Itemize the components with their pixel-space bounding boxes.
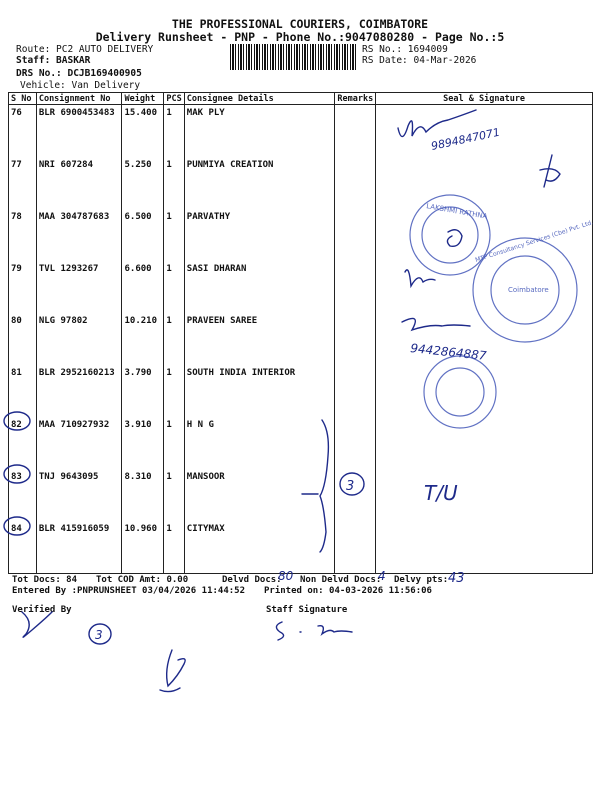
verified-mark: 3 — [95, 628, 103, 642]
cell-pcs: 1 — [164, 313, 184, 365]
circle-82 — [4, 412, 30, 430]
delvy-pts-count: 43 — [448, 571, 465, 586]
cell-weight: 6.600 — [122, 261, 164, 313]
cell-pcs: 1 — [164, 209, 184, 261]
tot-cod-amt: Tot COD Amt: 0.00 — [96, 575, 189, 585]
cell-sno: 80 — [9, 313, 37, 365]
cell-weight: 15.400 — [122, 105, 164, 158]
cell-consignee: PUNMIYA CREATION — [184, 157, 335, 209]
staff-signature — [276, 622, 352, 640]
cell-consignee: SASI DHARAN — [184, 261, 335, 313]
stamp2-text: MTP Consultancy Services (Cbe) Pvt. Ltd. — [474, 219, 595, 264]
non-delvd-docs-label: Non Delvd Docs: — [300, 575, 382, 585]
cell-consignment: BLR 415916059 — [36, 521, 122, 574]
circle-84 — [4, 517, 30, 535]
cell-pcs: 1 — [164, 469, 184, 521]
non-delvd-count: 4 — [378, 569, 386, 583]
cell-pcs: 1 — [164, 105, 184, 158]
cell-weight: 10.210 — [122, 313, 164, 365]
route-label: Route: PC2 AUTO DELIVERY — [16, 44, 154, 55]
col-remarks: Remarks — [335, 93, 376, 105]
printed-on: Printed on: 04-03-2026 11:56:06 — [264, 586, 432, 596]
cell-pcs: 1 — [164, 521, 184, 574]
drs-label: DRS No.: DCJB169400905 — [16, 68, 142, 79]
cell-weight: 8.310 — [122, 469, 164, 521]
delvy-pts-label: Delvy pts: — [394, 575, 449, 585]
col-consignee: Consignee Details — [184, 93, 335, 105]
phone-row76: 9894847071 — [429, 125, 502, 153]
row83-note: T/U — [424, 481, 458, 505]
cell-pcs: 1 — [164, 261, 184, 313]
cell-weight: 3.910 — [122, 417, 164, 469]
col-sno: S No — [9, 93, 37, 105]
cell-consignment: NRI 607284 — [36, 157, 122, 209]
runsheet-subtitle: Delivery Runsheet - PNP - Phone No.:9047080280 - Page No.:5 — [95, 30, 505, 44]
cell-consignee: PRAVEEN SAREE — [184, 313, 335, 365]
cell-sno: 77 — [9, 157, 37, 209]
verified-signature — [22, 612, 52, 637]
company-title: THE PROFESSIONAL COURIERS, COIMBATORE — [171, 17, 429, 31]
cell-consignee: CITYMAX — [184, 521, 335, 574]
row83-mark: 3 — [346, 479, 355, 494]
staff-label: Staff: BASKAR — [16, 55, 91, 66]
verified-signature-2 — [160, 650, 185, 692]
signature-row79 — [405, 270, 435, 286]
signature-row80 — [402, 318, 470, 330]
stamp1-text: LAKSHMI RATHNA — [425, 202, 488, 221]
cell-weight: 10.960 — [122, 521, 164, 574]
col-pcs: PCS — [164, 93, 184, 105]
col-weight: Weight — [122, 93, 164, 105]
cell-weight: 5.250 — [122, 157, 164, 209]
cell-weight: 6.500 — [122, 209, 164, 261]
delvd-docs-label: Delvd Docs: — [222, 575, 282, 585]
staff-signature-label: Staff Signature — [266, 605, 348, 615]
cell-consignment: TNJ 9643095 — [36, 469, 122, 521]
cell-consignment: BLR 6900453483 — [36, 105, 122, 158]
rs-no-label: RS No.: 1694009 — [362, 44, 448, 55]
cell-consignee: SOUTH INDIA INTERIOR — [184, 365, 335, 417]
signature-row78 — [447, 230, 462, 247]
col-consignment: Consignment No — [36, 93, 122, 105]
cell-sno: 83 — [9, 469, 37, 521]
cell-consignment: TVL 1293267 — [36, 261, 122, 313]
cell-consignee: H N G — [184, 417, 335, 469]
tot-docs: Tot Docs: 84 — [12, 575, 78, 585]
entered-by: Entered By :PNPRUNSHEET 03/04/2026 11:44:52 — [12, 586, 245, 596]
stamp-row81 — [424, 356, 496, 428]
cell-consignee: MANSOOR — [184, 469, 335, 521]
phone-row80: 9442864887 — [409, 341, 488, 363]
cell-consignment: NLG 97802 — [36, 313, 122, 365]
delvd-count: 80 — [278, 569, 294, 583]
cell-sno: 81 — [9, 365, 37, 417]
vehicle-label: Vehicle: Van Delivery — [20, 80, 141, 91]
cell-pcs: 1 — [164, 365, 184, 417]
col-seal: Seal & Signature — [376, 93, 593, 105]
cell-sno: 78 — [9, 209, 37, 261]
cell-consignment: BLR 2952160213 — [36, 365, 122, 417]
bracket-mark — [302, 420, 328, 552]
cell-pcs: 1 — [164, 157, 184, 209]
cell-sno: 79 — [9, 261, 37, 313]
verified-by-label: Verified By — [12, 605, 72, 615]
cell-sno: 82 — [9, 417, 37, 469]
circle-83 — [4, 465, 30, 483]
cell-consignee: PARVATHY — [184, 209, 335, 261]
cell-consignee: MAK PLY — [184, 105, 335, 158]
signature-row77 — [540, 155, 560, 187]
stamp2-city: Coimbatore — [508, 286, 549, 294]
cell-weight: 3.790 — [122, 365, 164, 417]
cell-sno: 84 — [9, 521, 37, 574]
rs-date-label: RS Date: 04-Mar-2026 — [362, 55, 477, 66]
cell-sno: 76 — [9, 105, 37, 158]
cell-consignment: MAA 304787683 — [36, 209, 122, 261]
cell-pcs: 1 — [164, 417, 184, 469]
cell-consignment: MAA 710927932 — [36, 417, 122, 469]
